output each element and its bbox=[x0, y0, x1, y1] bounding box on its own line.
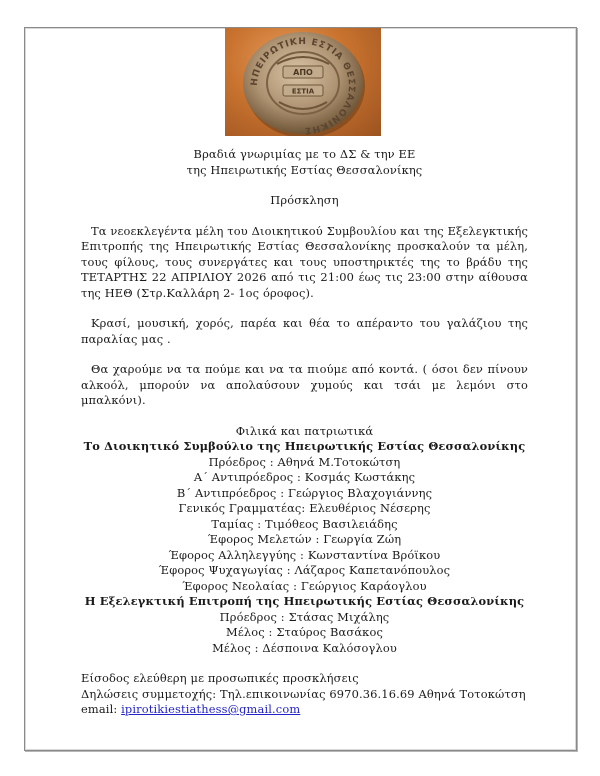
board-member: Β΄ Αντιπρόεδρος : Γεώργιος Βλαχογιάννης bbox=[176, 485, 433, 500]
board-member: Έφορος Αλληλεγγύης : Κωνσταντίνα Βρόϊκου bbox=[168, 547, 441, 562]
invitation-label: Πρόσκληση bbox=[270, 193, 339, 207]
board-heading: Το Διοικητικό Συμβούλιο της Ηπειρωτικής Εστίας Θεσσαλονίκης bbox=[83, 439, 526, 453]
contact-footer bbox=[81, 671, 528, 718]
board-member: Ταμίας : Τιμόθεος Βασιλειάδης bbox=[211, 516, 398, 531]
audit-member: Πρόεδρος : Στάσας Μιχάλης bbox=[219, 609, 390, 624]
board-member: Πρόεδρος : Αθηνά Μ.Τοτοκώτση bbox=[208, 454, 401, 469]
board-member: Έφορος Ψυχαγωγίας : Λάζαρος Καπετανόπουλος bbox=[158, 563, 451, 577]
entry-note: Είσοδος ελεύθερη με προσωπικές προσκλήσεις bbox=[81, 671, 359, 685]
invitation-paragraph: Τα νεοεκλεγέντα μέλη του Διοικητικού Συμβουλίου και της Εξελεγκτικής Επιτροπής της Ηπειρωτικής Εστίας Θεσσαλονίκης προσκαλούν τα μέλη, τους φίλους, τους συνεργάτες και τους υποστηρικτές της το βράδυ της ΤΕΤΑΡΤΗΣ 22 ΑΠΡΙΛΙΟΥ 2026 από τις 21:00 έως τις 23:00 στην αίθουσα της ΗΕΘ (Στρ.Καλλάρη 2- 1ος όροφος). bbox=[81, 223, 528, 300]
seal-icon bbox=[225, 28, 381, 136]
email-line bbox=[81, 702, 528, 718]
audit-member: Μέλος : Δέσποινα Καλόσογλου bbox=[212, 640, 397, 655]
invitation-content bbox=[81, 147, 528, 718]
seal-center-bottom: ΕΣΤΙΑ bbox=[291, 87, 315, 96]
board-member: Γενικός Γραμματέας: Ελευθέριος Νέσερης bbox=[178, 501, 431, 515]
board-member: Έφορος Μελετών : Γεωργία Ζώη bbox=[207, 532, 402, 546]
event-title-line-2: της Ηπειρωτικής Εστίας Θεσσαλονίκης bbox=[186, 162, 423, 177]
closing-greeting: Φιλικά και πατριωτικά bbox=[235, 423, 374, 438]
seal-ring-text: ΗΠΕΙΡΩΤΙΚΗ ΕΣΤΙΑ ΘΕΣΣΑΛΟΝΙΚΗΣ bbox=[249, 36, 357, 136]
email-link[interactable]: ipirotikiestiathess@gmail.com bbox=[121, 702, 301, 716]
audit-member: Μέλος : Σταύρος Βασάκος bbox=[226, 625, 383, 639]
audit-committee-heading: Η Εξελεγκτική Επιτροπή της Ηπειρωτικής Εστίας Θεσσαλονίκης bbox=[84, 594, 525, 608]
rsvp-note: Δηλώσεις συμμετοχής: Τηλ.επικοινωνίας 6970.36.16.69 Αθηνά Τοτοκώτση bbox=[81, 686, 526, 701]
board-member: Έφορος Νεολαίας : Γεώργιος Καράογλου bbox=[182, 578, 427, 593]
board-member: Α΄ Αντιπρόεδρος : Κοσμάς Κωστάκης bbox=[193, 470, 416, 484]
email-label: email: bbox=[81, 702, 122, 716]
seal-center-top: ΑΠΟ bbox=[293, 68, 313, 77]
event-title-line-1: Βραδιά γνωριμίας με το ΔΣ & την ΕΕ bbox=[193, 147, 416, 161]
entertainment-paragraph: Κρασί, μουσική, χορός, παρέα και θέα το απέραντο του γαλάζιου της παραλίας μας . bbox=[81, 316, 528, 346]
association-seal-image bbox=[225, 28, 381, 136]
refreshments-paragraph: Θα χαρούμε να τα πούμε και να τα πιούμε από κοντά. ( όσοι δεν πίνουν αλκοόλ, μπορούν να απολαύσουν χυμούς και τσάι με λεμόνι στο μπαλκόνι). bbox=[81, 362, 528, 407]
